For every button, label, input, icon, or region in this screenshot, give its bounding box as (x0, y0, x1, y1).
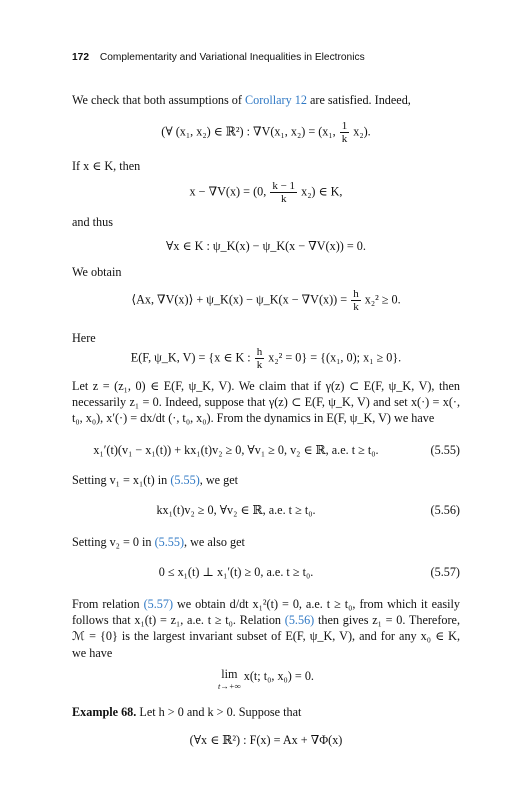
paragraph-check-assumptions (72, 92, 460, 108)
fraction (340, 120, 350, 145)
text: If x ∈ K, then (72, 159, 141, 173)
equation-e-set (72, 346, 460, 371)
here (72, 330, 460, 346)
eq-part: x(t; t₀, x₀) = 0. (243, 669, 314, 683)
if-x-in-k (72, 158, 460, 174)
text: From relation (72, 597, 140, 611)
running-title: Complementarity and Variational Inequalities in Electronics (99, 52, 365, 63)
running-header (72, 52, 365, 63)
equation-5-55 (72, 442, 460, 458)
example-label: Example 68. (72, 705, 137, 719)
eq-part: x₂). (353, 124, 371, 139)
equation-link[interactable]: (5.55) (170, 473, 200, 487)
example-68 (72, 704, 460, 720)
eq-part: x − ∇V(x) = (0, (189, 184, 267, 199)
numerator: k − 1 (272, 180, 296, 192)
and-thus (72, 214, 460, 230)
numerator: 1 (341, 120, 348, 132)
denominator: k (353, 301, 359, 313)
equation-link[interactable]: (5.55) (154, 535, 185, 549)
text: , we get (199, 473, 239, 487)
equation-f-def (72, 732, 460, 748)
text: and thus (72, 215, 113, 229)
text: We obtain (72, 265, 122, 279)
equation-link[interactable]: (5.57) (143, 597, 174, 611)
eq-text: x₁′(t)(v₁ − x₁(t)) + kx₁(t)v₂ ≥ 0, ∀v₁ ≥ 0, v₂ ∈ ℝ, a.e. t ≥ t₀. (93, 443, 379, 457)
denominator: k (280, 193, 287, 205)
eq-part: x₂² = 0} = {(x₁, 0); x₁ ≥ 0}. (268, 350, 402, 365)
eq-part: (∀ (x₁, x₂) ∈ ℝ²) : ∇V(x₁, x₂) = (x₁, (161, 124, 336, 139)
equation-limit (72, 668, 460, 692)
eq-text: 0 ≤ x₁(t) ⊥ x₁′(t) ≥ 0, a.e. t ≥ t₀. (158, 565, 314, 579)
eq-part: ⟨Ax, ∇V(x)⟩ + ψ_K(x) − ψ_K(x − ∇V(x)) = (131, 292, 348, 307)
eq-part: x₂) ∈ K, (301, 184, 343, 199)
equation-psi-zero (72, 238, 460, 254)
eq-text: (∀x ∈ ℝ²) : F(x) = Ax + ∇Φ(x) (189, 733, 343, 747)
equation-number: (5.56) (430, 503, 460, 517)
numerator: h (256, 346, 263, 358)
page-number: 172 (72, 52, 89, 63)
denominator: k (341, 133, 348, 145)
equation-inner-product (72, 288, 460, 313)
equation-x-minus-grad (72, 180, 460, 205)
text: are satisfied. Indeed, (310, 93, 411, 107)
text: We check that both assumptions of (72, 93, 242, 107)
corollary-link[interactable]: Corollary 12 (245, 93, 307, 107)
text: Let h > 0 and k > 0. Suppose that (139, 705, 302, 719)
text: then gives z₁ = 0. Therefore, ℳ = {0} is the largest invariant subset of E(F, ψ_K, V), and for any x₀ ∈ K, we have (72, 613, 461, 660)
paragraph-let-z (72, 378, 460, 427)
lim-subscript: t→+∞ (218, 681, 241, 691)
text: Let z = (z₁, 0) ∈ E(F, ψ_K, V). We claim that if γ(z) ⊂ E(F, ψ_K, V), then necessarily z₁ = 0. Indeed, suppose that γ(z) ⊂ E(F, ψ_K, V) and set x(·) = x(·, t₀, x₀), x′(·) = dx/dt (·, t₀, x₀). From the dynamics in E(F, ψ_K, V) we have (72, 379, 460, 426)
equation-number: (5.57) (430, 565, 460, 579)
eq-part: E(F, ψ_K, V) = {x ∈ K : (130, 350, 251, 365)
text: Setting v₂ = 0 in (72, 535, 152, 549)
lim-word: lim (221, 667, 238, 681)
eq-text: kx₁(t)v₂ ≥ 0, ∀v₂ ∈ ℝ, a.e. t ≥ t₀. (156, 503, 316, 517)
numerator: h (353, 288, 359, 300)
we-obtain (72, 264, 460, 280)
paragraph-from-relation (72, 596, 460, 661)
setting-v1 (72, 472, 460, 488)
eq-part: x₂² ≥ 0. (364, 292, 401, 307)
equation-number: (5.55) (430, 443, 460, 457)
eq-text: ∀x ∈ K : ψ_K(x) − ψ_K(x − ∇V(x)) = 0. (166, 239, 366, 253)
fraction (270, 180, 297, 205)
denominator: k (256, 359, 263, 371)
setting-v2 (72, 534, 460, 550)
limit-operator (218, 668, 241, 692)
equation-link[interactable]: (5.56) (284, 613, 315, 628)
text: , we also get (184, 535, 245, 549)
fraction (255, 346, 265, 371)
text: Here (72, 331, 96, 345)
equation-5-56 (72, 502, 460, 518)
text: Setting v₁ = x₁(t) in (72, 473, 168, 487)
equation-gradient-v (72, 120, 460, 145)
text: we obtain d/dt x₁²(t) = 0, a.e. t ≥ t₀, from which it easily follows that x₁(t) = z₁, a.e. t ≥ t₀. Relation (72, 597, 461, 628)
equation-5-57 (72, 564, 460, 580)
fraction (351, 288, 361, 313)
